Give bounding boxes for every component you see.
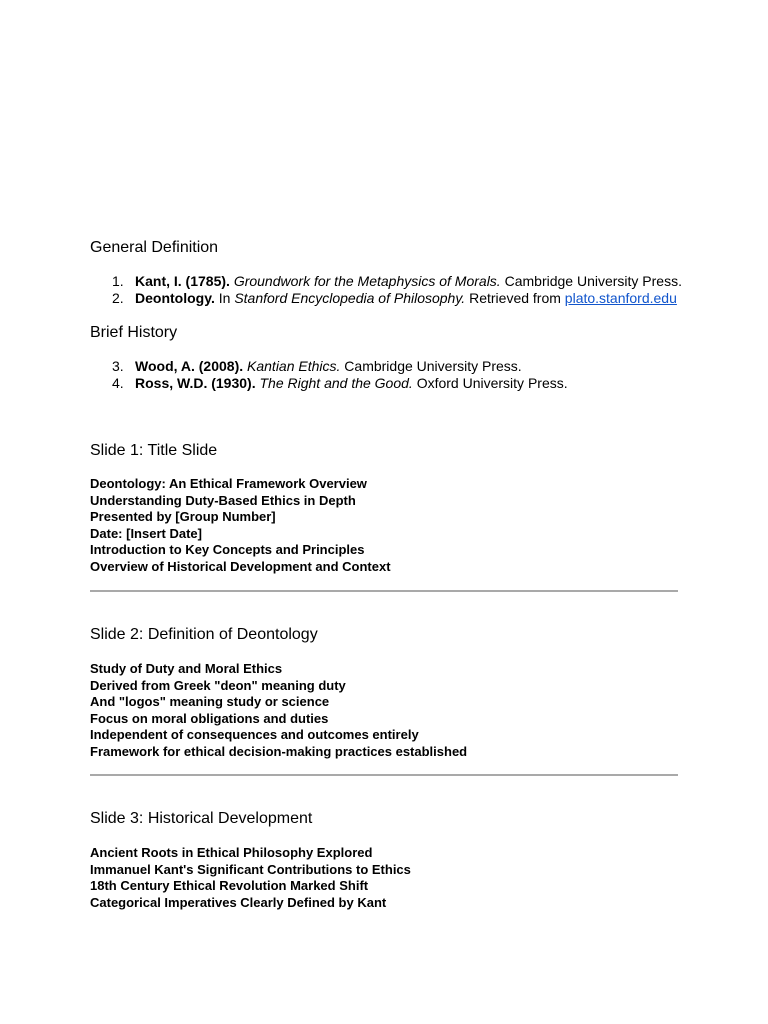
reference-list-general-definition: [90, 273, 682, 306]
slide-line: Understanding Duty-Based Ethics in Depth: [90, 492, 356, 508]
reference-item: [90, 358, 568, 375]
slide-line: Categorical Imperatives Clearly Defined by Kant: [90, 894, 387, 910]
reference-author: Wood, A. (2008).: [135, 358, 244, 374]
reference-publisher: Oxford University Press.: [416, 374, 568, 391]
section-divider: [90, 590, 678, 592]
reference-prefix: In: [218, 289, 231, 306]
slide-line: Introduction to Key Concepts and Principles: [90, 542, 365, 557]
reference-author: Ross, W.D. (1930).: [135, 374, 256, 391]
reference-title: Kantian Ethics.: [247, 358, 341, 374]
section-heading-general-definition: General Definition: [90, 239, 219, 256]
reference-item: [90, 375, 568, 392]
reference-item: [90, 273, 682, 290]
reference-number: 2.: [112, 289, 124, 306]
slide-line: Overview of Historical Development and Context: [90, 558, 391, 574]
slide-heading-1: Slide 1: Title Slide: [90, 442, 218, 459]
reference-publisher: Cambridge University Press.: [344, 358, 522, 374]
slide-line: Immanuel Kant's Significant Contributions to Ethics: [90, 861, 411, 877]
reference-title: Groundwork for the Metaphysics of Morals.: [233, 273, 501, 289]
slide-line: Framework for ethical decision-making practices established: [90, 743, 468, 759]
reference-author: Kant, I. (1785).: [135, 273, 230, 289]
slide-line: Independent of consequences and outcomes entirely: [90, 727, 419, 742]
reference-retrieved: Retrieved from: [469, 289, 561, 306]
reference-publisher: Cambridge University Press.: [504, 273, 682, 289]
reference-title: Stanford Encyclopedia of Philosophy.: [234, 289, 466, 306]
slide-line: Derived from Greek "deon" meaning duty: [90, 677, 346, 693]
reference-number: 4.: [112, 374, 124, 391]
slide-line: Date: [Insert Date]: [90, 525, 202, 541]
slide-line: Presented by [Group Number]: [90, 509, 276, 524]
slide-line: 18th Century Ethical Revolution Marked Shift: [90, 878, 369, 893]
reference-item: [90, 290, 682, 307]
slide-line: Ancient Roots in Ethical Philosophy Explored: [90, 845, 373, 860]
slide-heading-2: Slide 2: Definition of Deontology: [90, 626, 318, 643]
reference-title: The Right and the Good.: [259, 374, 413, 391]
slide-line: And "logos" meaning study or science: [90, 694, 330, 709]
reference-number: 3.: [112, 358, 124, 374]
slide-content-3: [90, 845, 411, 911]
section-divider: [90, 774, 678, 776]
reference-link[interactable]: plato.stanford.edu: [564, 289, 677, 306]
reference-number: 1.: [112, 273, 124, 289]
section-heading-brief-history: Brief History: [90, 324, 178, 341]
slide-content-1: [90, 476, 391, 575]
slide-content-2: [90, 661, 467, 760]
reference-author: Deontology.: [135, 289, 215, 306]
slide-line: Study of Duty and Moral Ethics: [90, 661, 283, 676]
reference-list-brief-history: [90, 358, 568, 391]
slide-heading-3: Slide 3: Historical Development: [90, 810, 313, 827]
slide-line: Deontology: An Ethical Framework Overview: [90, 476, 367, 491]
slide-line: Focus on moral obligations and duties: [90, 710, 329, 726]
